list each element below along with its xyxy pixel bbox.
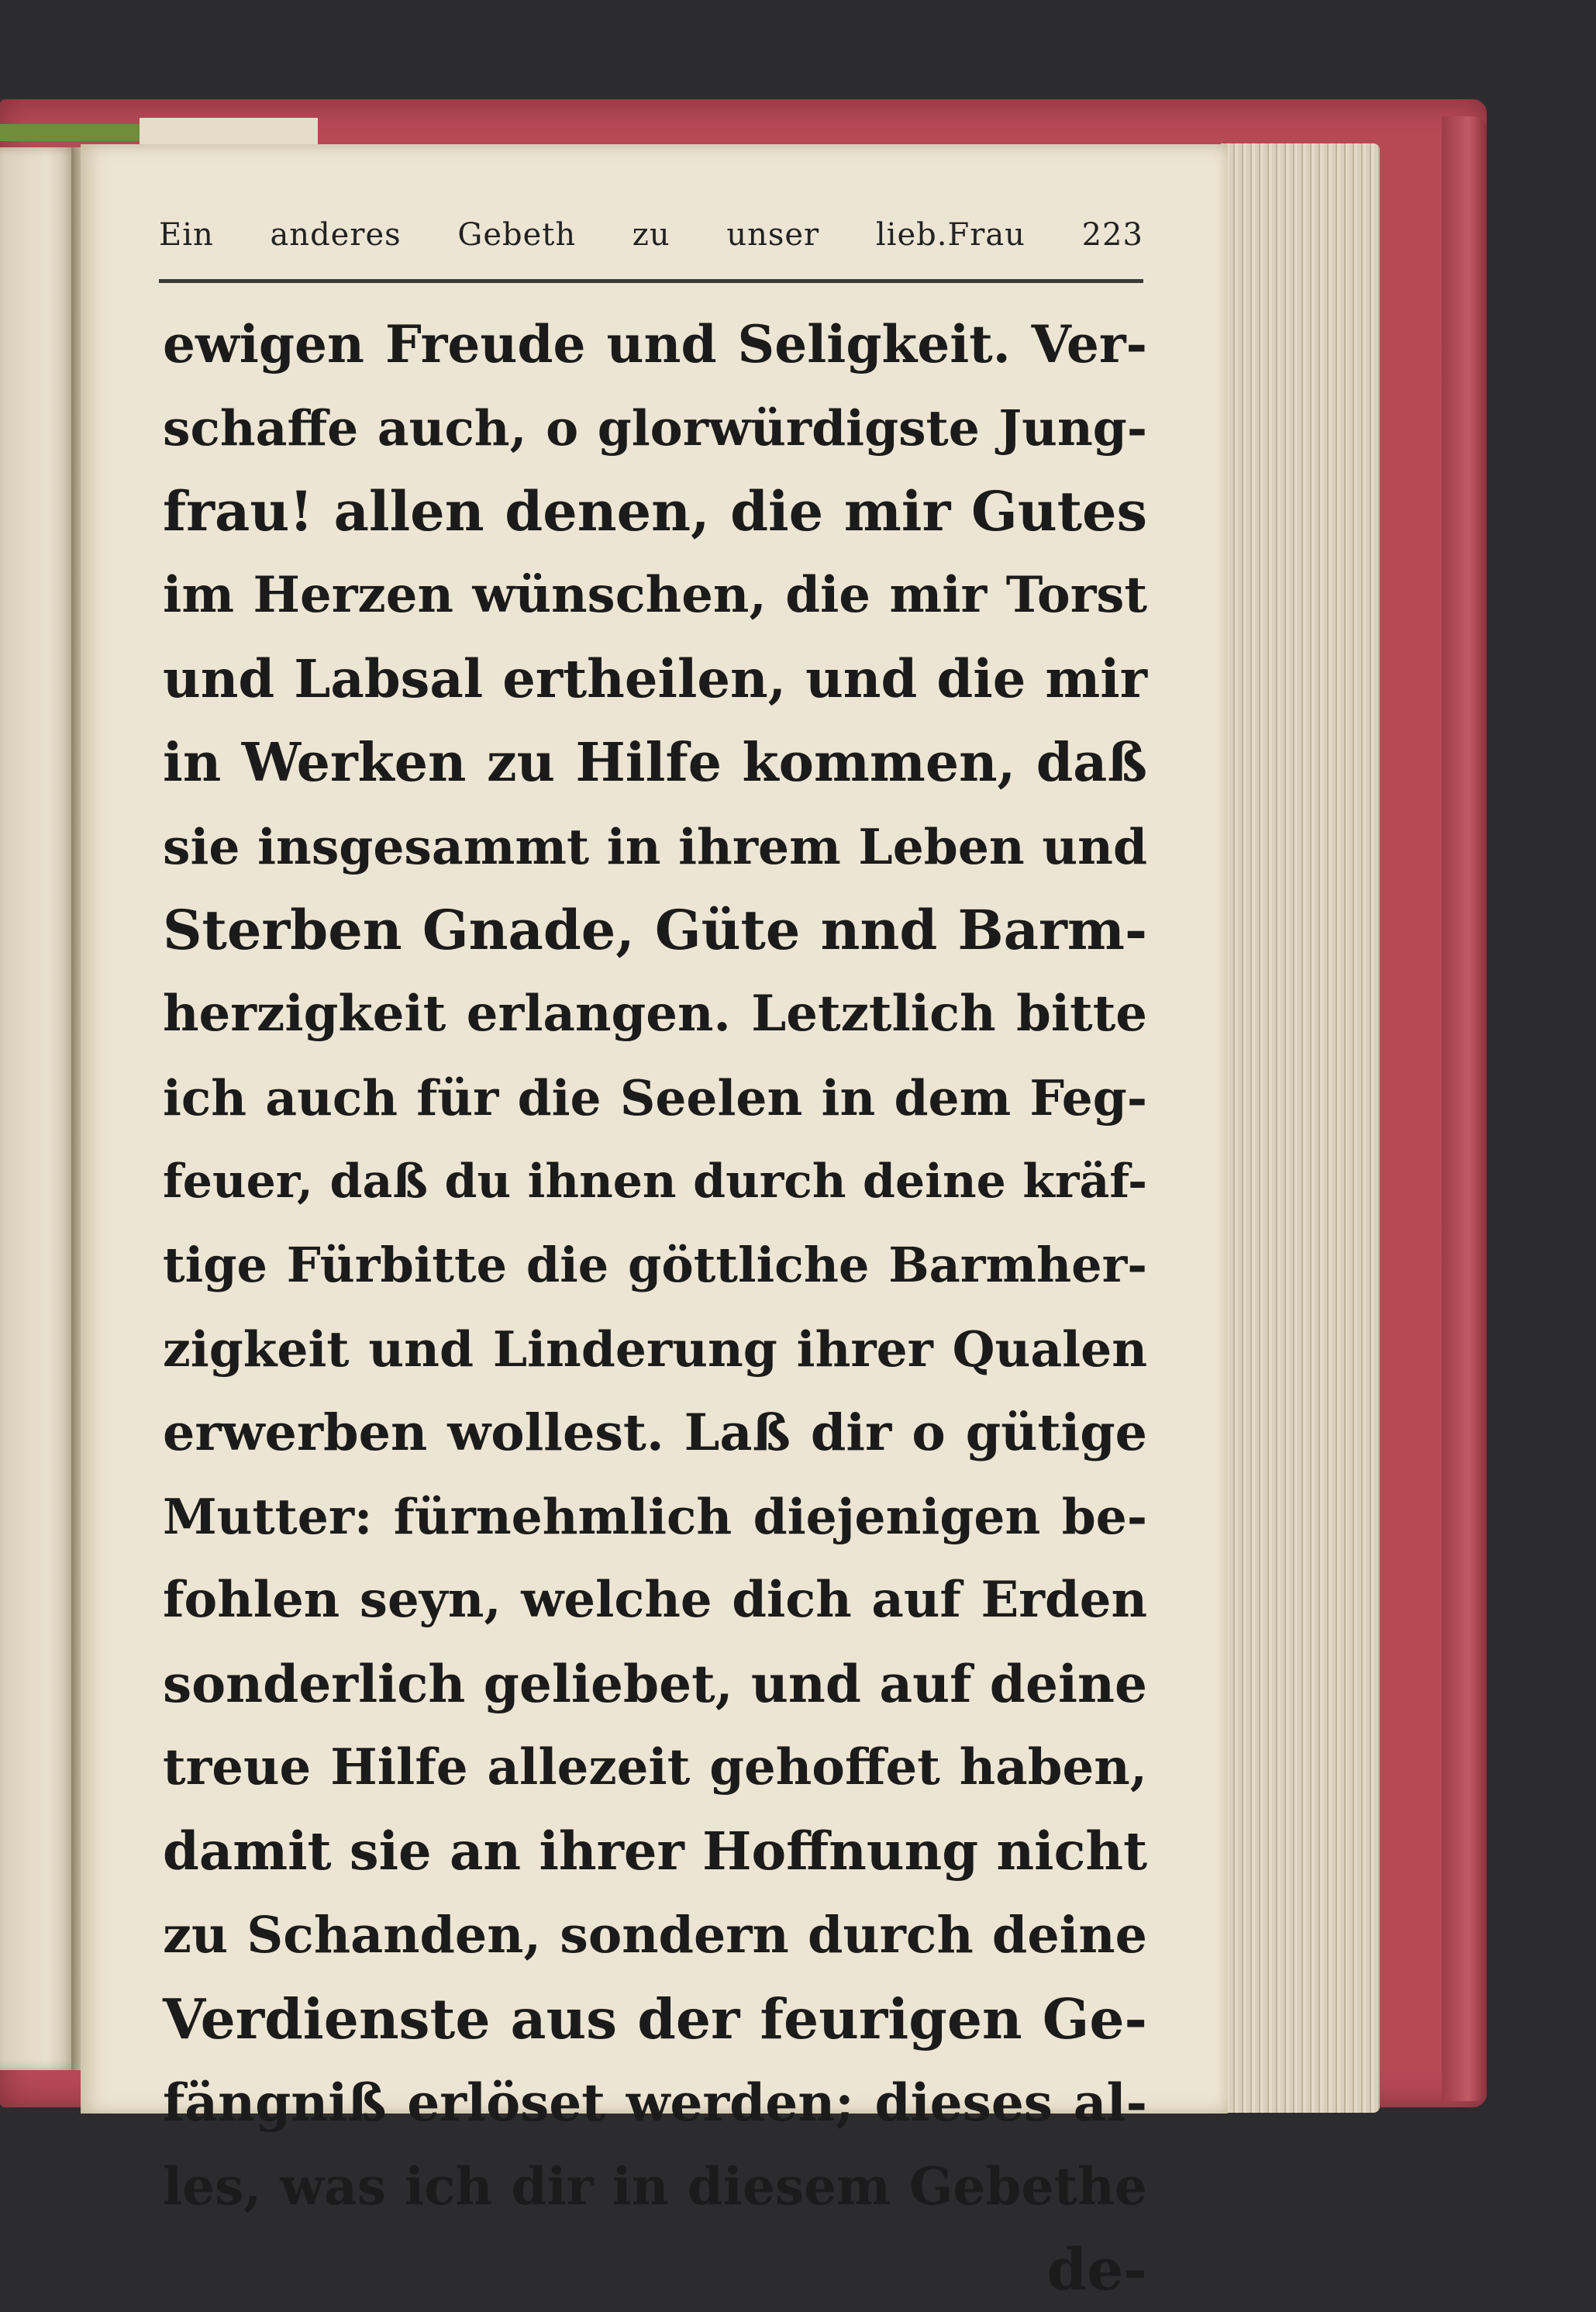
text-line: schaffe auch, o glorwürdigste Jung- <box>163 399 1147 457</box>
running-head-word: Gebeth <box>457 217 577 253</box>
text-line: fohlen seyn, welche dich auf Erden <box>163 1571 1147 1629</box>
running-head-word: Ein <box>159 217 214 253</box>
text-line: feuer, daß du ihnen durch deine kräf- <box>163 1154 1147 1209</box>
text-line: im Herzen wünschen, die mir Torst <box>163 566 1147 624</box>
header-rule <box>159 279 1143 288</box>
running-head-word: lieb.Frau <box>875 217 1026 253</box>
facing-page-edge <box>0 147 78 2070</box>
paper-strip <box>140 118 318 146</box>
text-line: sonderlich geliebet, und auf deine <box>163 1654 1147 1714</box>
text-line: frau! allen denen, die mir Gutes <box>163 479 1147 543</box>
text-line: erwerben wollest. Laß dir o gütige <box>163 1403 1147 1462</box>
page-block-edge <box>1221 143 1380 2113</box>
text-line: herzigkeit erlangen. Letztlich bitte <box>163 985 1147 1043</box>
text-line: sie insgesammt in ihrem Leben und <box>163 818 1147 875</box>
catchword: de- <box>1046 2237 1147 2303</box>
text-line: treue Hilfe allezeit gehoffet haben, <box>163 1738 1147 1796</box>
text-line: ewigen Freude und Seligkeit. Ver- <box>163 314 1147 374</box>
text-line: tige Fürbitte die göttliche Barmher- <box>163 1237 1147 1293</box>
running-head <box>159 217 1143 264</box>
text-line: zu Schanden, sondern durch deine <box>163 1906 1147 1965</box>
text-line: Verdienste aus der feurigen Ge- <box>163 1986 1147 2051</box>
text-line: les, was ich dir in diesem Gebethe <box>163 2156 1147 2217</box>
running-head-word: unser <box>726 217 820 253</box>
text-line: ich auch für die Seelen in dem Feg- <box>163 1069 1147 1127</box>
text-line: und Labsal ertheilen, und die mir <box>163 648 1147 709</box>
cover-edge <box>1442 116 1487 2101</box>
bookmark-ribbon <box>0 124 147 141</box>
text-line: damit sie an ihrer Hoffnung nicht <box>163 1820 1148 1882</box>
text-line: fängniß erlöset werden; dieses al- <box>163 2072 1147 2133</box>
text-line: Sterben Gnade, Güte nnd Barm- <box>163 898 1147 962</box>
text-line: zigkeit und Linderung ihrer Qualen <box>163 1320 1147 1378</box>
page-body <box>163 302 1147 2312</box>
running-head-word: anderes <box>270 217 402 253</box>
text-line: in Werken zu Hilfe kommen, daß <box>163 732 1147 794</box>
text-line: Mutter: fürnehmlich diejenigen be- <box>163 1488 1147 1545</box>
running-head-word: zu <box>632 217 670 253</box>
page-number: 223 <box>1081 217 1143 253</box>
